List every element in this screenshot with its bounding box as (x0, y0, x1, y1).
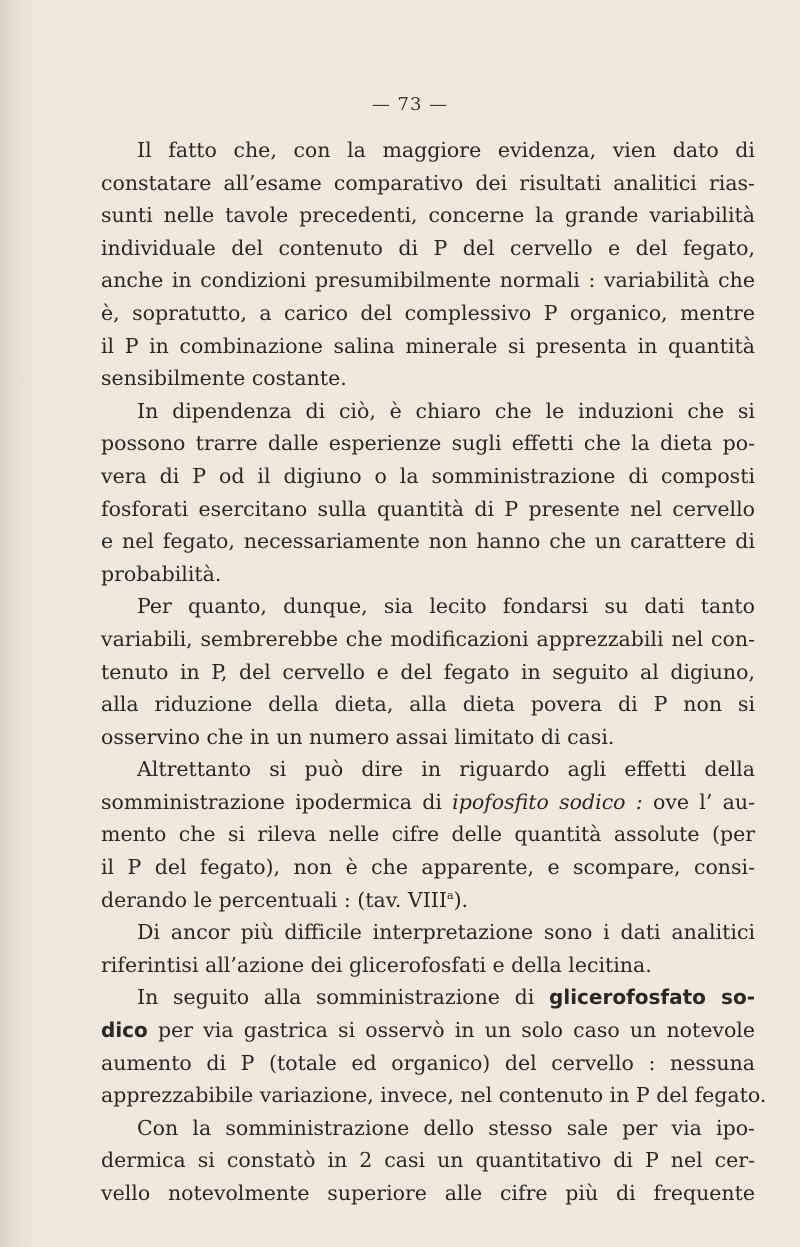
text-line: tenuto in P, del cervello e del fegato in seguito al digiuno, (101, 659, 755, 684)
text-line: possono trarre dalle esperienze sugli effetti che la dieta po- (101, 431, 755, 456)
text-line: Altrettanto si può dire in riguardo agli effetti della (137, 757, 755, 782)
text-line: è, sopratutto, a carico del complessivo P organico, mentre (101, 300, 755, 325)
book-page (65, 0, 767, 1247)
text-line: Di ancor più difficile interpretazione sono i dati analitici (137, 920, 755, 945)
text-segment: In seguito alla somministrazione di (137, 985, 550, 1010)
text-line (65, 1014, 755, 1047)
text-line: osservino che in un numero assai limitato di casi. (101, 724, 615, 749)
paragraph-5 (65, 916, 755, 981)
text-line: fosforati esercitano sulla quantità di P presente nel cervello (101, 496, 755, 521)
paragraph-2 (65, 395, 755, 591)
text-line: sensibilmente costante. (101, 366, 347, 391)
bold-term: dico (101, 1018, 148, 1043)
text-line: Il fatto che, con la maggiore evidenza, vien dato di (137, 138, 755, 162)
text-segment: somministrazione ipodermica di (101, 789, 453, 814)
text-line: vello notevolmente superiore alle cifre più di frequente (101, 1181, 755, 1205)
text-line: variabili, sembrerebbe che modificazioni apprezzabili nel con- (101, 626, 755, 651)
text-line: sunti nelle tavole precedenti, concerne la grande variabilità (101, 203, 755, 228)
text-segment: derando le percentuali : (tav. VIII (101, 887, 447, 912)
book-gutter-shadow (0, 0, 38, 1247)
paragraph-1 (65, 134, 755, 395)
text-line: mento che si rileva nelle cifre delle quantità assolute (per (101, 822, 755, 847)
paragraph-6 (65, 981, 767, 1111)
text-line: anche in condizioni presumibilmente normali : variabilità che (101, 268, 755, 293)
text-line: vera di P od il digiuno o la somministrazione di composti (101, 463, 755, 488)
text-line (65, 981, 755, 1014)
page-number: — 73 — (371, 94, 449, 115)
body-text (65, 134, 767, 1210)
italic-term: ipofosfito sodico : (452, 789, 643, 814)
text-line: riferintisi all’azione dei glicerofosfati e della lecitina. (101, 952, 652, 977)
text-line: dermica si constatò in 2 casi un quantitativo di P nel cer- (101, 1148, 755, 1173)
text-line (65, 786, 755, 819)
paragraph-7 (65, 1112, 755, 1210)
text-line: aumento di P (totale ed organico) del cervello : nessuna (101, 1050, 755, 1075)
text-line: apprezzabibile variazione, invece, nel contenuto in P del fegato. (101, 1083, 767, 1108)
text-segment: ove l’ au- (642, 789, 756, 814)
text-line: individuale del contenuto di P del cervello e del fegato, (101, 235, 755, 260)
text-line: Con la somministrazione dello stesso sale per via ipo- (137, 1115, 755, 1140)
text-line: e nel fegato, necessariamente non hanno che un carattere di (101, 529, 755, 554)
text-line: constatare all’esame comparativo dei risultati analitici rias- (101, 170, 755, 195)
text-line: Per quanto, dunque, sia lecito fondarsi su dati tanto (137, 594, 755, 619)
text-line: alla riduzione della dieta, alla dieta povera di P non si (101, 692, 755, 717)
bold-term: glicerofosfato so- (549, 985, 755, 1010)
text-line: il P del fegato), non è che apparente, e scompare, consi- (101, 855, 755, 880)
text-line: probabilità. (101, 561, 222, 586)
text-segment: per via gastrica si osservò in un solo caso un notevole (147, 1018, 755, 1043)
text-line: il P in combinazione salina minerale si presenta in quantità (101, 333, 755, 358)
text-line: In dipendenza di ciò, è chiaro che le induzioni che si (137, 398, 755, 423)
paragraph-4 (65, 753, 755, 916)
text-segment: ). (453, 887, 469, 912)
text-line (65, 884, 755, 917)
superscript: a (447, 888, 454, 902)
paragraph-3 (65, 590, 755, 753)
